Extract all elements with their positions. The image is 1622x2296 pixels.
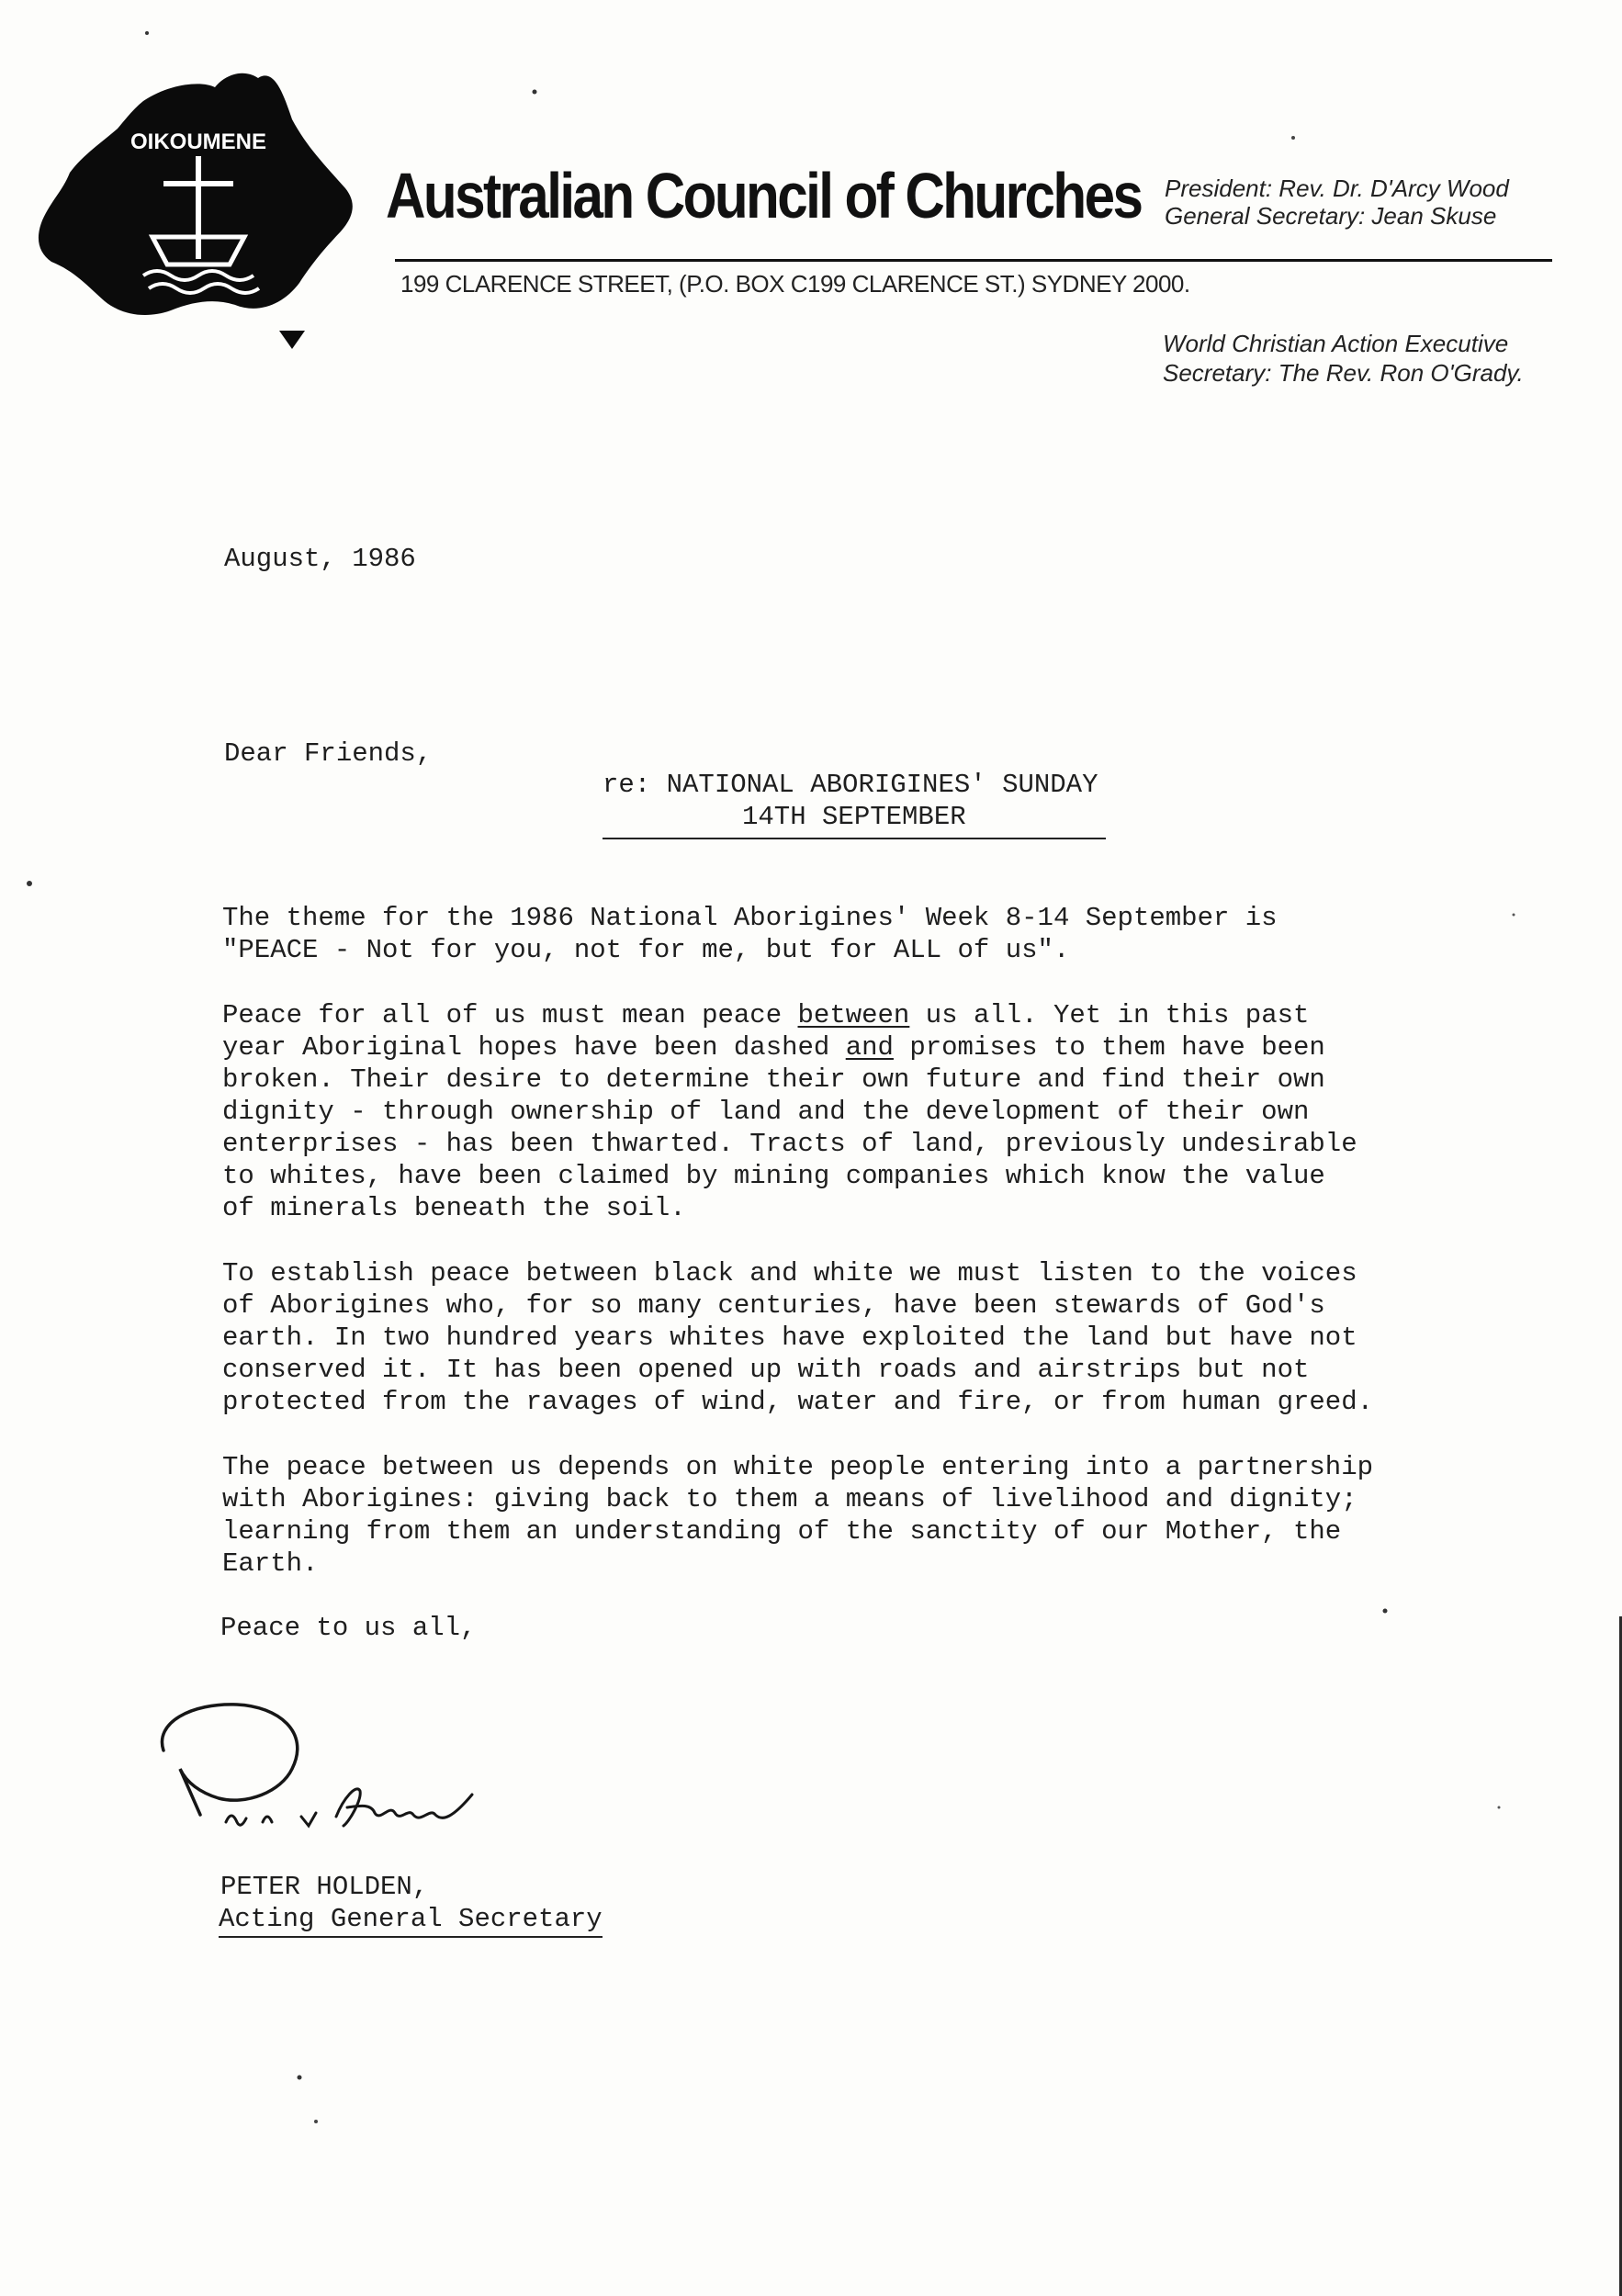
signer-title: Acting General Secretary — [219, 1904, 603, 1938]
paragraph-peace-text: Peace for all of us must mean peace — [222, 1000, 798, 1030]
letterhead-divider — [395, 259, 1552, 262]
oikoumene-logo — [33, 64, 364, 358]
paragraph-establish-peace: To establish peace between black and white we must listen to the voices of Aborigines who, for so many centuries, have been stewards of God's earth. In two hundred years whites have exploited the land but have not conserved it. It has been opened up with roads and airstrips but not protected from the ravages of wind, water and fire, or from human greed. — [222, 1258, 1374, 1417]
paragraph-partnership: The peace between us depends on white people entering into a partnership with Aborigines: giving back to them a means of livelihood and dignity; learning from them an understanding of the sanctity of our Mother, the Earth. — [222, 1452, 1374, 1579]
logo-emblem-lettering: OIKOUMENE — [130, 129, 267, 154]
paragraph-peace — [222, 999, 1416, 1224]
president-line: President: Rev. Dr. D'Arcy Wood — [1165, 174, 1509, 202]
postal-address: 199 CLARENCE STREET, (P.O. BOX C199 CLARENCE ST.) SYDNEY 2000. — [400, 270, 1190, 298]
letter-date: August, 1986 — [224, 544, 416, 574]
underlined-and: and — [845, 1032, 894, 1063]
subject-date: 14TH SEPTEMBER — [742, 802, 966, 832]
executive-secretary-line: Secretary: The Rev. Ron O'Grady. — [1163, 359, 1524, 387]
subject-underline — [603, 838, 1106, 839]
paragraph-peace-text: promises to them have been broken. Their desire to determine their own future and find their own dignity - through ownership of land and the development of their own enterprises - has been thwarted. Tracts of land, previously undesirable to whites, have been claimed by mining companies which know the value of minerals beneath the soil. — [222, 1032, 1357, 1223]
signer-name: PETER HOLDEN, — [220, 1872, 429, 1902]
executive-line: World Christian Action Executive — [1163, 330, 1509, 357]
handwritten-signature — [154, 1695, 531, 1851]
subject-line: re: NATIONAL ABORIGINES' SUNDAY — [603, 770, 1098, 800]
closing-line: Peace to us all, — [220, 1613, 477, 1643]
organization-name: Australian Council of Churches — [386, 160, 1142, 231]
officers-block — [1165, 174, 1509, 230]
paragraph-theme: The theme for the 1986 National Aborigines' Week 8-14 September is "PEACE - Not for you, not for me, but for ALL of us". — [222, 903, 1278, 965]
paragraph-peace-text: us all. Yet in this past year Aboriginal hopes have been dashed — [222, 1000, 1310, 1063]
underlined-between: between — [797, 1000, 910, 1030]
executive-block — [1163, 329, 1524, 388]
tasmania-shape — [279, 331, 305, 349]
general-secretary-line: General Secretary: Jean Skuse — [1165, 202, 1497, 230]
salutation: Dear Friends, — [224, 738, 433, 769]
letter-body — [222, 902, 1416, 1613]
